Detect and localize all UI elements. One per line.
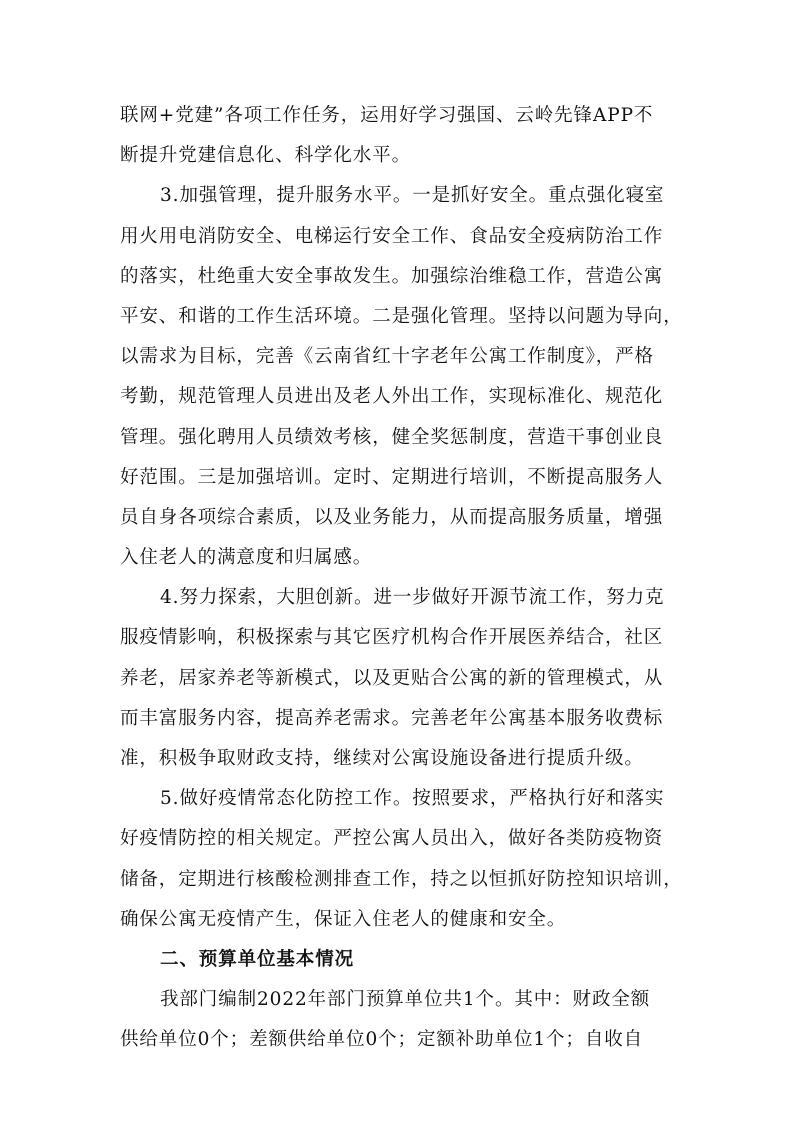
paragraph-line: 好疫情防控的相关规定。严控公寓人员出入，做好各类防疫物资	[120, 828, 664, 850]
paragraph-line: 确保公寓无疫情产生，保证入住老人的健康和安全。	[120, 908, 567, 930]
paragraph-line: 用火用电消防安全、电梯运行安全工作、食品安全疫病防治工作	[120, 225, 664, 247]
paragraph-line: 员自身各项综合素质，以及业务能力，从而提高服务质量，增强	[120, 506, 664, 528]
paragraph-line: 联网+党建”各项工作任务，运用好学习强国、云岭先锋APP不	[120, 105, 654, 126]
paragraph-line: 供给单位0个；差额供给单位0个；定额补助单位1个；自收自	[120, 1029, 644, 1051]
paragraph-line: 以需求为目标，完善《云南省红十字老年公寓工作制度》，严格	[120, 346, 654, 368]
paragraph-line: 考勤，规范管理人员进出及老人外出工作，实现标准化、规范化	[120, 386, 664, 408]
paragraph-line: 5.做好疫情常态化防控工作。按照要求，严格执行好和落实	[160, 788, 665, 810]
paragraph-line: 养老，居家养老等新模式，以及更贴合公寓的新的管理模式，从	[120, 667, 664, 689]
paragraph-line: 4.努力探索，大胆创新。进一步做好开源节流工作，努力克	[160, 587, 665, 609]
body-text	[120, 96, 683, 1061]
paragraph-line: 服疫情影响，积极探索与其它医疗机构合作开展医养结合，社区	[120, 627, 664, 649]
paragraph-line: 准，积极争取财政支持，继续对公寓设施设备进行提质升级。	[120, 748, 644, 769]
paragraph-line: 入住老人的满意度和归属感。	[120, 547, 373, 569]
paragraph-line: 储备，定期进行核酸检测排查工作，持之以恒抓好防控知识培训，	[120, 868, 683, 890]
section-heading: 二、预算单位基本情况	[160, 948, 355, 970]
paragraph-line: 断提升党建信息化、科学化水平。	[120, 145, 412, 167]
paragraph-line: 平安、和谐的工作生活环境。二是强化管理。坚持以问题为导向，	[120, 305, 683, 327]
paragraph-line: 管理。强化聘用人员绩效考核，健全奖惩制度，营造干事创业良	[120, 426, 664, 448]
paragraph-line: 我部门编制2022年部门预算单位共1个。其中：财政全额	[160, 989, 651, 1011]
paragraph-line: 的落实，杜绝重大安全事故发生。加强综治维稳工作，营造公寓	[120, 265, 664, 287]
paragraph-line: 好范围。三是加强培训。定时、定期进行培训，不断提高服务人	[120, 466, 664, 488]
paragraph-line: 而丰富服务内容，提高养老需求。完善老年公寓基本服务收费标	[120, 707, 664, 729]
paragraph-line: 3.加强管理，提升服务水平。一是抓好安全。重点强化寝室	[160, 185, 665, 207]
